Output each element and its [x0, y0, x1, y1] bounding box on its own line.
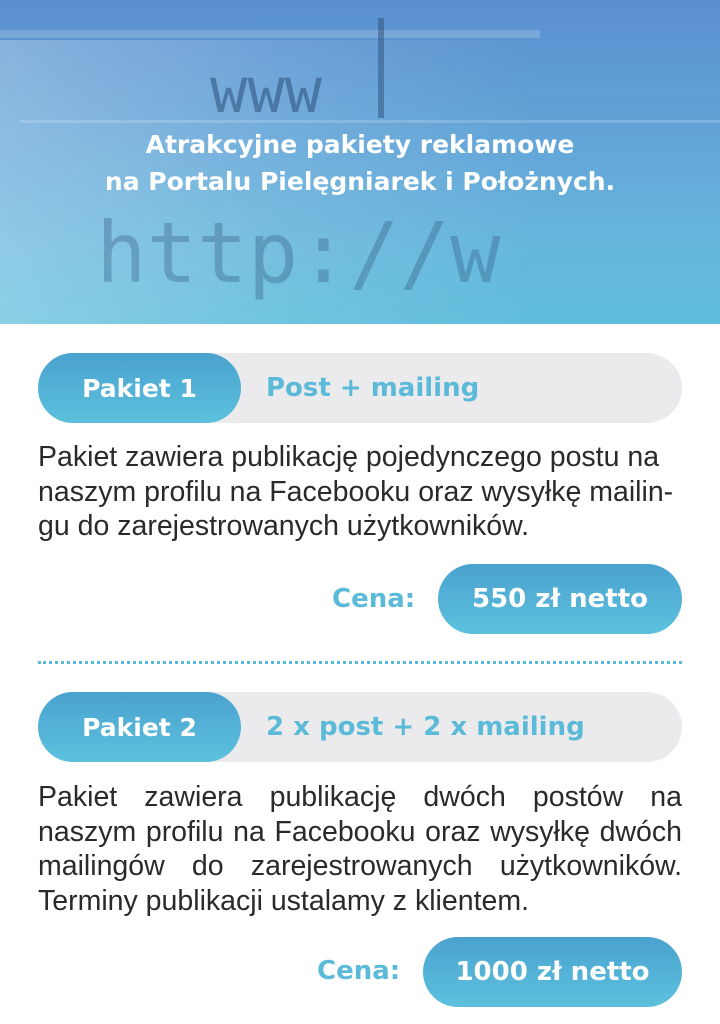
- package-1-label: Pakiet 1: [38, 353, 241, 423]
- package-1-description-line: gu do zarejestrowanych użytkowników.: [38, 510, 530, 542]
- package-2-price-label: Cena:: [317, 956, 401, 986]
- package-1-description: [38, 440, 682, 544]
- package-2-description-line: naszym profilu na Facebooku oraz wysyłkę dwóch: [38, 815, 682, 848]
- package-2-title: 2 x post + 2 x mailing: [266, 712, 585, 742]
- package-1-description-line: naszym profilu na Facebooku oraz wysyłkę mailin-: [38, 475, 674, 508]
- package-1-price-badge: 550 zł netto: [438, 564, 682, 634]
- package-2-label: Pakiet 2: [38, 692, 241, 762]
- package-2-description-line: mailingów do zarejestrowanych użytkowników.: [38, 850, 682, 882]
- package-2-description: [38, 780, 682, 918]
- package-2-price-badge: 1000 zł netto: [423, 937, 682, 1007]
- hero-headline-line-2: na Portalu Pielęgniarek i Położnych.: [104, 167, 616, 196]
- package-2-description-line: Pakiet zawiera publikację dwóch postów na: [38, 781, 682, 813]
- package-2-header: [38, 692, 682, 762]
- package-2-description-line: Terminy publikacji ustalamy z klientem.: [38, 884, 529, 917]
- hero-headline-line-1: Atrakcyjne pakiety reklamowe: [145, 130, 575, 159]
- hero-headline: [0, 126, 720, 200]
- hero-bg-http-text: http://w: [96, 204, 501, 302]
- hero-banner: [0, 0, 720, 324]
- package-1-header: [38, 353, 682, 423]
- package-1-title: Post + mailing: [266, 373, 480, 403]
- package-1-price-label: Cena:: [332, 584, 416, 614]
- hero-bg-www-text: www: [210, 54, 322, 127]
- package-1-description-line: Pakiet zawiera publikację pojedynczego postu na: [38, 441, 660, 473]
- dotted-divider: [38, 661, 682, 664]
